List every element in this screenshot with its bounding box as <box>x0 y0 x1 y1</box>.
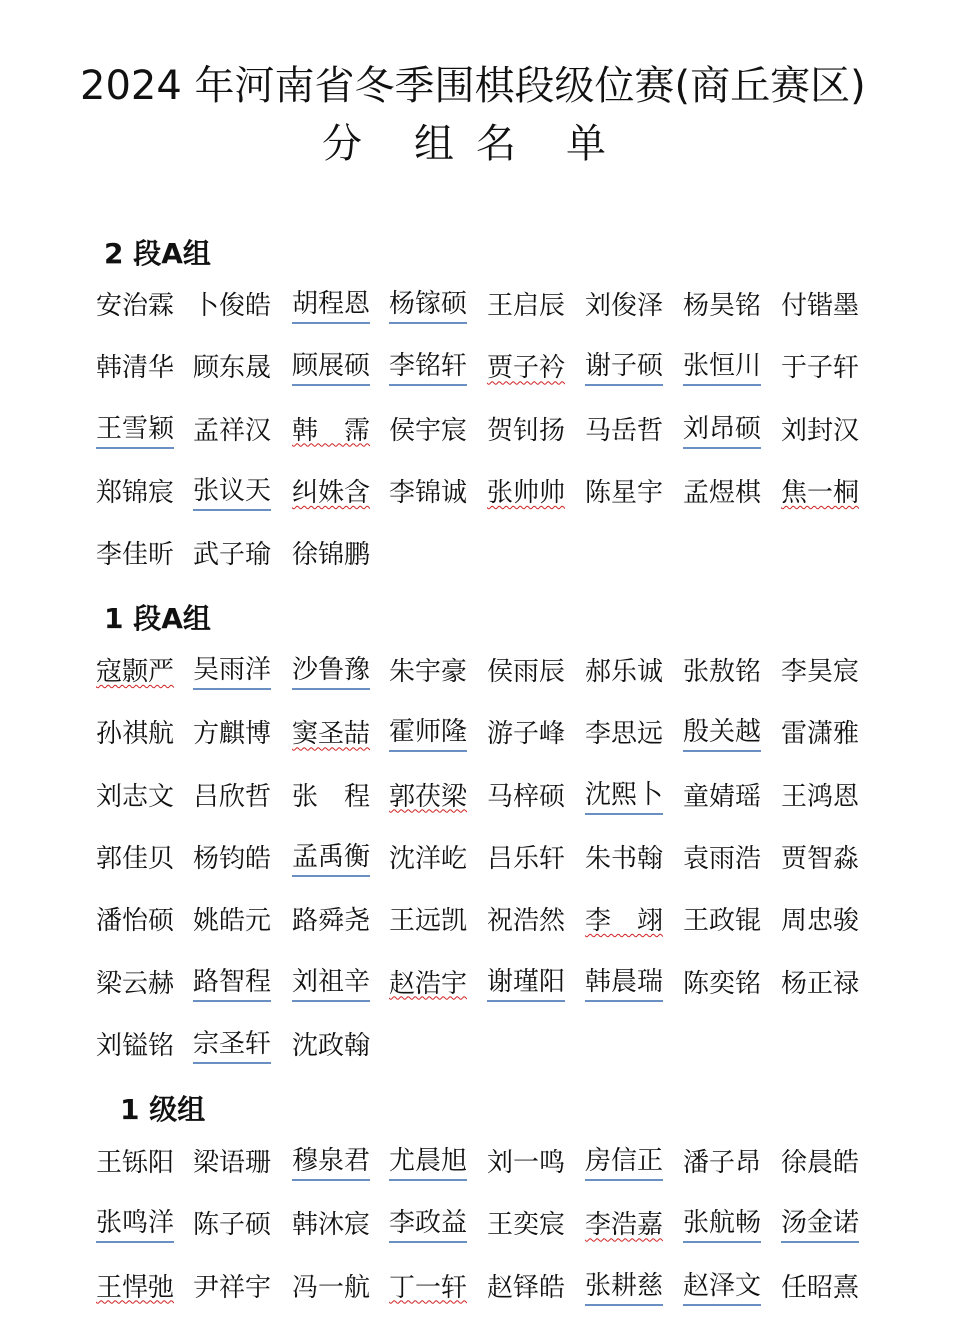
group-heading: 1 级组 <box>120 1093 206 1126</box>
player-name: 李铭轩 <box>389 348 467 386</box>
player-name: 窦圣喆 <box>292 719 371 750</box>
player-name: 韩晨瑞 <box>585 964 663 1002</box>
name-row <box>96 652 876 692</box>
player-name: 霍师隆 <box>389 714 467 752</box>
player-name: 刘镒铭 <box>96 1030 175 1061</box>
player-name: 谢子硕 <box>585 348 663 386</box>
name-row <box>96 1143 876 1183</box>
player-name: 杨正禄 <box>781 968 860 999</box>
document-title: 2024 年河南省冬季围棋段级位赛(商丘赛区) <box>80 63 866 109</box>
player-name: 路舜尧 <box>292 906 371 937</box>
player-name: 李政益 <box>389 1205 467 1243</box>
player-name: 张耕慈 <box>585 1268 663 1306</box>
name-row <box>96 777 876 817</box>
player-name: 李锦诚 <box>389 477 468 508</box>
player-name: 王雪颖 <box>96 411 174 449</box>
player-name: 张议天 <box>193 473 271 511</box>
player-name: 王奕宸 <box>487 1210 566 1241</box>
player-name: 张恒川 <box>683 348 761 386</box>
player-name: 陈子硕 <box>193 1210 272 1241</box>
player-name: 祝浩然 <box>487 906 566 937</box>
player-name: 赵铎皓 <box>487 1272 566 1303</box>
player-name: 孙祺航 <box>96 719 175 750</box>
player-name: 路智程 <box>193 964 271 1002</box>
player-name: 潘子昂 <box>683 1148 762 1178</box>
player-name: 贾智淼 <box>781 843 860 874</box>
name-row <box>96 411 876 451</box>
player-name: 王启辰 <box>487 291 566 321</box>
player-name: 张鸣洋 <box>96 1205 174 1243</box>
player-name: 潘怡硕 <box>96 906 175 937</box>
subtitle-char: 分 <box>322 121 362 167</box>
player-name: 游子峰 <box>487 719 566 750</box>
player-name: 孟煜棋 <box>683 477 762 508</box>
name-row <box>96 1268 876 1308</box>
name-row <box>96 1205 876 1245</box>
player-name: 郭茯梁 <box>389 781 468 812</box>
name-row <box>96 714 876 754</box>
player-name: 朱书翰 <box>585 843 664 874</box>
player-name: 吴雨洋 <box>193 652 271 690</box>
player-name: 顾东晟 <box>193 353 272 384</box>
player-name: 李昊宸 <box>781 657 860 687</box>
player-name: 郑锦宸 <box>96 477 175 508</box>
player-name: 刘祖辛 <box>292 964 370 1002</box>
player-name: 杨钧皓 <box>193 843 272 874</box>
player-name: 梁云赫 <box>96 968 175 999</box>
name-row <box>96 1026 876 1066</box>
player-name: 胡程恩 <box>292 286 370 324</box>
player-name: 孟禹衡 <box>292 839 370 877</box>
name-row <box>96 348 876 388</box>
player-name: 张敖铭 <box>683 657 762 687</box>
player-name: 武子瑜 <box>193 540 272 571</box>
player-name: 王远凯 <box>389 906 468 937</box>
player-name: 刘志文 <box>96 781 175 812</box>
player-name: 赵泽文 <box>683 1268 761 1306</box>
player-name: 赵浩宇 <box>389 968 468 999</box>
player-name: 张航畅 <box>683 1205 761 1243</box>
player-name: 李思远 <box>585 719 664 750</box>
player-name: 韩沐宸 <box>292 1210 371 1241</box>
player-name: 吕乐轩 <box>487 843 566 874</box>
name-row <box>96 839 876 879</box>
player-name: 房信正 <box>585 1143 663 1181</box>
player-name: 贺钊扬 <box>487 415 566 446</box>
player-name: 殷关越 <box>683 714 761 752</box>
player-name: 刘封汉 <box>781 415 860 446</box>
player-name: 寇颢严 <box>96 657 175 687</box>
player-name: 梁语珊 <box>193 1148 272 1178</box>
player-name: 韩清华 <box>96 353 175 384</box>
player-name: 姚皓元 <box>193 906 272 937</box>
player-name: 纠姝含 <box>292 477 371 508</box>
player-name: 王政锟 <box>683 906 762 937</box>
player-name: 张 程 <box>292 781 371 812</box>
player-name: 沙鲁豫 <box>292 652 370 690</box>
player-name: 王鸿恩 <box>781 781 860 812</box>
subtitle-char: 单 <box>566 121 606 167</box>
player-name: 宗圣轩 <box>193 1026 271 1064</box>
player-name: 沈政翰 <box>292 1030 371 1061</box>
player-name: 尤晨旭 <box>389 1143 467 1181</box>
player-name: 于子轩 <box>781 353 860 384</box>
player-name: 郝乐诚 <box>585 657 664 687</box>
player-name: 童婧瑶 <box>683 781 762 812</box>
name-row <box>96 473 876 513</box>
name-row <box>96 535 876 575</box>
document-subtitle <box>322 116 606 172</box>
group-heading: 2 段A组 <box>104 237 211 270</box>
player-name: 徐锦鹏 <box>292 540 371 571</box>
player-name: 刘俊泽 <box>585 291 664 321</box>
player-name: 陈奕铭 <box>683 968 762 999</box>
player-name: 安治霖 <box>96 291 175 321</box>
player-name: 吕欣哲 <box>193 781 272 812</box>
player-name: 刘一鸣 <box>487 1148 566 1178</box>
player-name: 周忠骏 <box>781 906 860 937</box>
subtitle-char: 组 <box>414 121 454 167</box>
player-name: 郭佳贝 <box>96 843 175 874</box>
player-name: 李 翊 <box>585 906 664 937</box>
player-name: 马梓硕 <box>487 781 566 812</box>
player-name: 杨镓硕 <box>389 286 467 324</box>
name-row <box>96 286 876 326</box>
player-name: 卜俊皓 <box>193 291 272 321</box>
player-name: 陈星宇 <box>585 477 664 508</box>
player-name: 付锴墨 <box>781 291 860 321</box>
player-name: 丁一轩 <box>389 1272 468 1303</box>
player-name: 王铄阳 <box>96 1148 175 1178</box>
player-name: 沈熙卜 <box>585 777 663 815</box>
player-name: 雷潇雅 <box>781 719 860 750</box>
player-name: 徐晨皓 <box>781 1148 860 1178</box>
player-name: 马岳哲 <box>585 415 664 446</box>
player-name: 朱宇豪 <box>389 657 468 687</box>
player-name: 韩 霈 <box>292 415 371 446</box>
player-name: 李佳昕 <box>96 540 175 571</box>
group-heading: 1 段A组 <box>104 602 211 635</box>
player-name: 尹祥宇 <box>193 1272 272 1303</box>
player-name: 汤金诺 <box>781 1205 859 1243</box>
player-name: 刘昂硕 <box>683 411 761 449</box>
player-name: 侯雨辰 <box>487 657 566 687</box>
player-name: 穆泉君 <box>292 1143 370 1181</box>
player-name: 沈洋屹 <box>389 843 468 874</box>
player-name: 张帅帅 <box>487 477 566 508</box>
player-name: 冯一航 <box>292 1272 371 1303</box>
subtitle-char: 名 <box>476 121 516 167</box>
player-name: 谢瑾阳 <box>487 964 565 1002</box>
player-name: 贾子衿 <box>487 353 566 384</box>
player-name: 王悍弛 <box>96 1272 175 1303</box>
name-row <box>96 901 876 941</box>
player-name: 任昭熹 <box>781 1272 860 1303</box>
player-name: 袁雨浩 <box>683 843 762 874</box>
player-name: 李浩嘉 <box>585 1210 664 1241</box>
player-name: 顾展硕 <box>292 348 370 386</box>
player-name: 焦一桐 <box>781 477 860 508</box>
player-name: 方麒博 <box>193 719 272 750</box>
player-name: 杨昊铭 <box>683 291 762 321</box>
player-name: 侯宇宸 <box>389 415 468 446</box>
name-row <box>96 964 876 1004</box>
player-name: 孟祥汉 <box>193 415 272 446</box>
